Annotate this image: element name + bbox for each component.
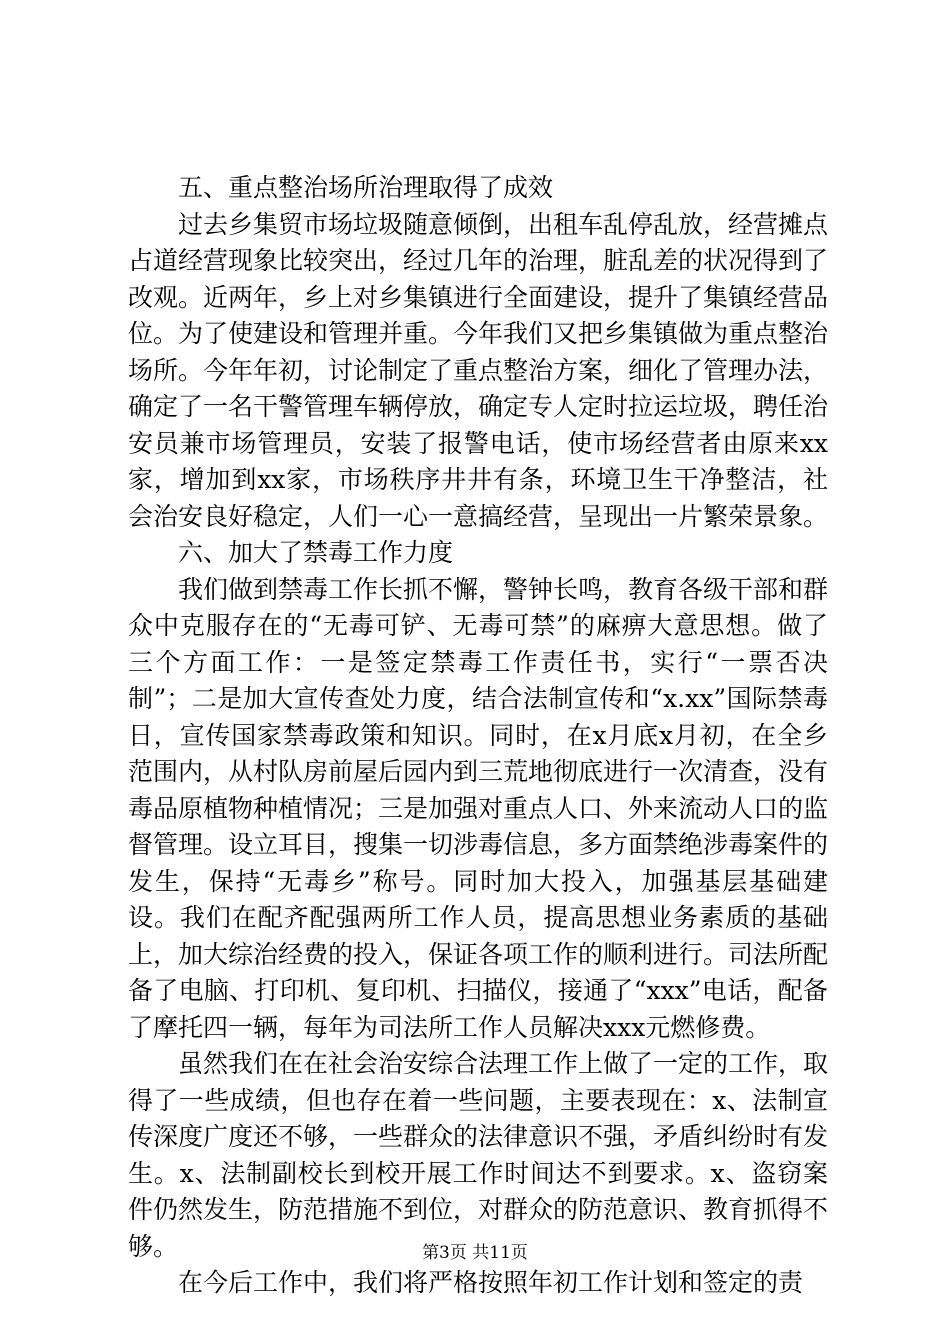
- paragraph-existing-problems: 虽然我们在在社会治安综合法理工作上做了一定的工作，取得了一些成绩，但也存在着一些问题，主要表现在：x、法制宣传深度广度还不够，一些群众的法律意识不强，矛盾纠纷时有发生。x、法制副校长到校开展工作时间达不到要求。x、盗窃案件仍然发生，防范措施不到位，对群众的防范意识、教育抓得不够。: [128, 1049, 829, 1261]
- page-number-footer: 第3页 共11页: [422, 1243, 528, 1263]
- section-heading-5: 五、重点整治场所治理取得了成效: [178, 173, 554, 202]
- paragraph-anti-drug-work: 我们做到禁毒工作长抓不懈，警钟长鸣，教育各级干部和群众中克服存在的“无毒可铲、无毒可禁”的麻痹大意思想。做了三个方面工作：一是签定禁毒工作责任书，实行“一票否决制”；二是加大宣传查处力度，结合法制宣传和“x.xx”国际禁毒日，宣传国家禁毒政策和知识。同时，在x月底x月初，在全乡范围内，从村队房前屋后园内到三荒地彻底进行一次清查，没有毒品原植物种植情况；三是加强对重点人口、外来流动人口的监督管理。设立耳目，搜集一切涉毒信息，多方面禁绝涉毒案件的发生，保持“无毒乡”称号。同时加大投入，加强基层基础建设。我们在配齐配强两所工作人员，提高思想业务素质的基础上，加大综治经费的投入，保证各项工作的顺利进行。司法所配备了电脑、打印机、复印机、扫描仪，接通了“xxx”电话，配备了摩托四一辆，每年为司法所工作人员解决xxx元燃修费。: [128, 574, 829, 1042]
- section-heading-6: 六、加大了禁毒工作力度: [178, 538, 454, 567]
- paragraph-future-work: 在今后工作中，我们将严格按照年初工作计划和签定的责: [178, 1268, 804, 1297]
- document-body: [128, 170, 828, 1302]
- paragraph-market-governance: 过去乡集贸市场垃圾随意倾倒，出租车乱停乱放，经营摊点占道经营现象比较突出，经过几年的治理，脏乱差的状况得到了改观。近两年，乡上对乡集镇进行全面建设，提升了集镇经营品位。为了使建设和管理并重。今年我们又把乡集镇做为重点整治场所。今年年初，讨论制定了重点整治方案，细化了管理办法，确定了一名干警管理车辆停放，确定专人定时拉运垃圾，聘任治安员兼市场管理员，安装了报警电话，使市场经营者由原来xx家，增加到xx家，市场秩序井井有条，环境卫生干净整洁，社会治安良好稳定，人们一心一意搞经营，呈现出一片繁荣景象。: [128, 209, 829, 531]
